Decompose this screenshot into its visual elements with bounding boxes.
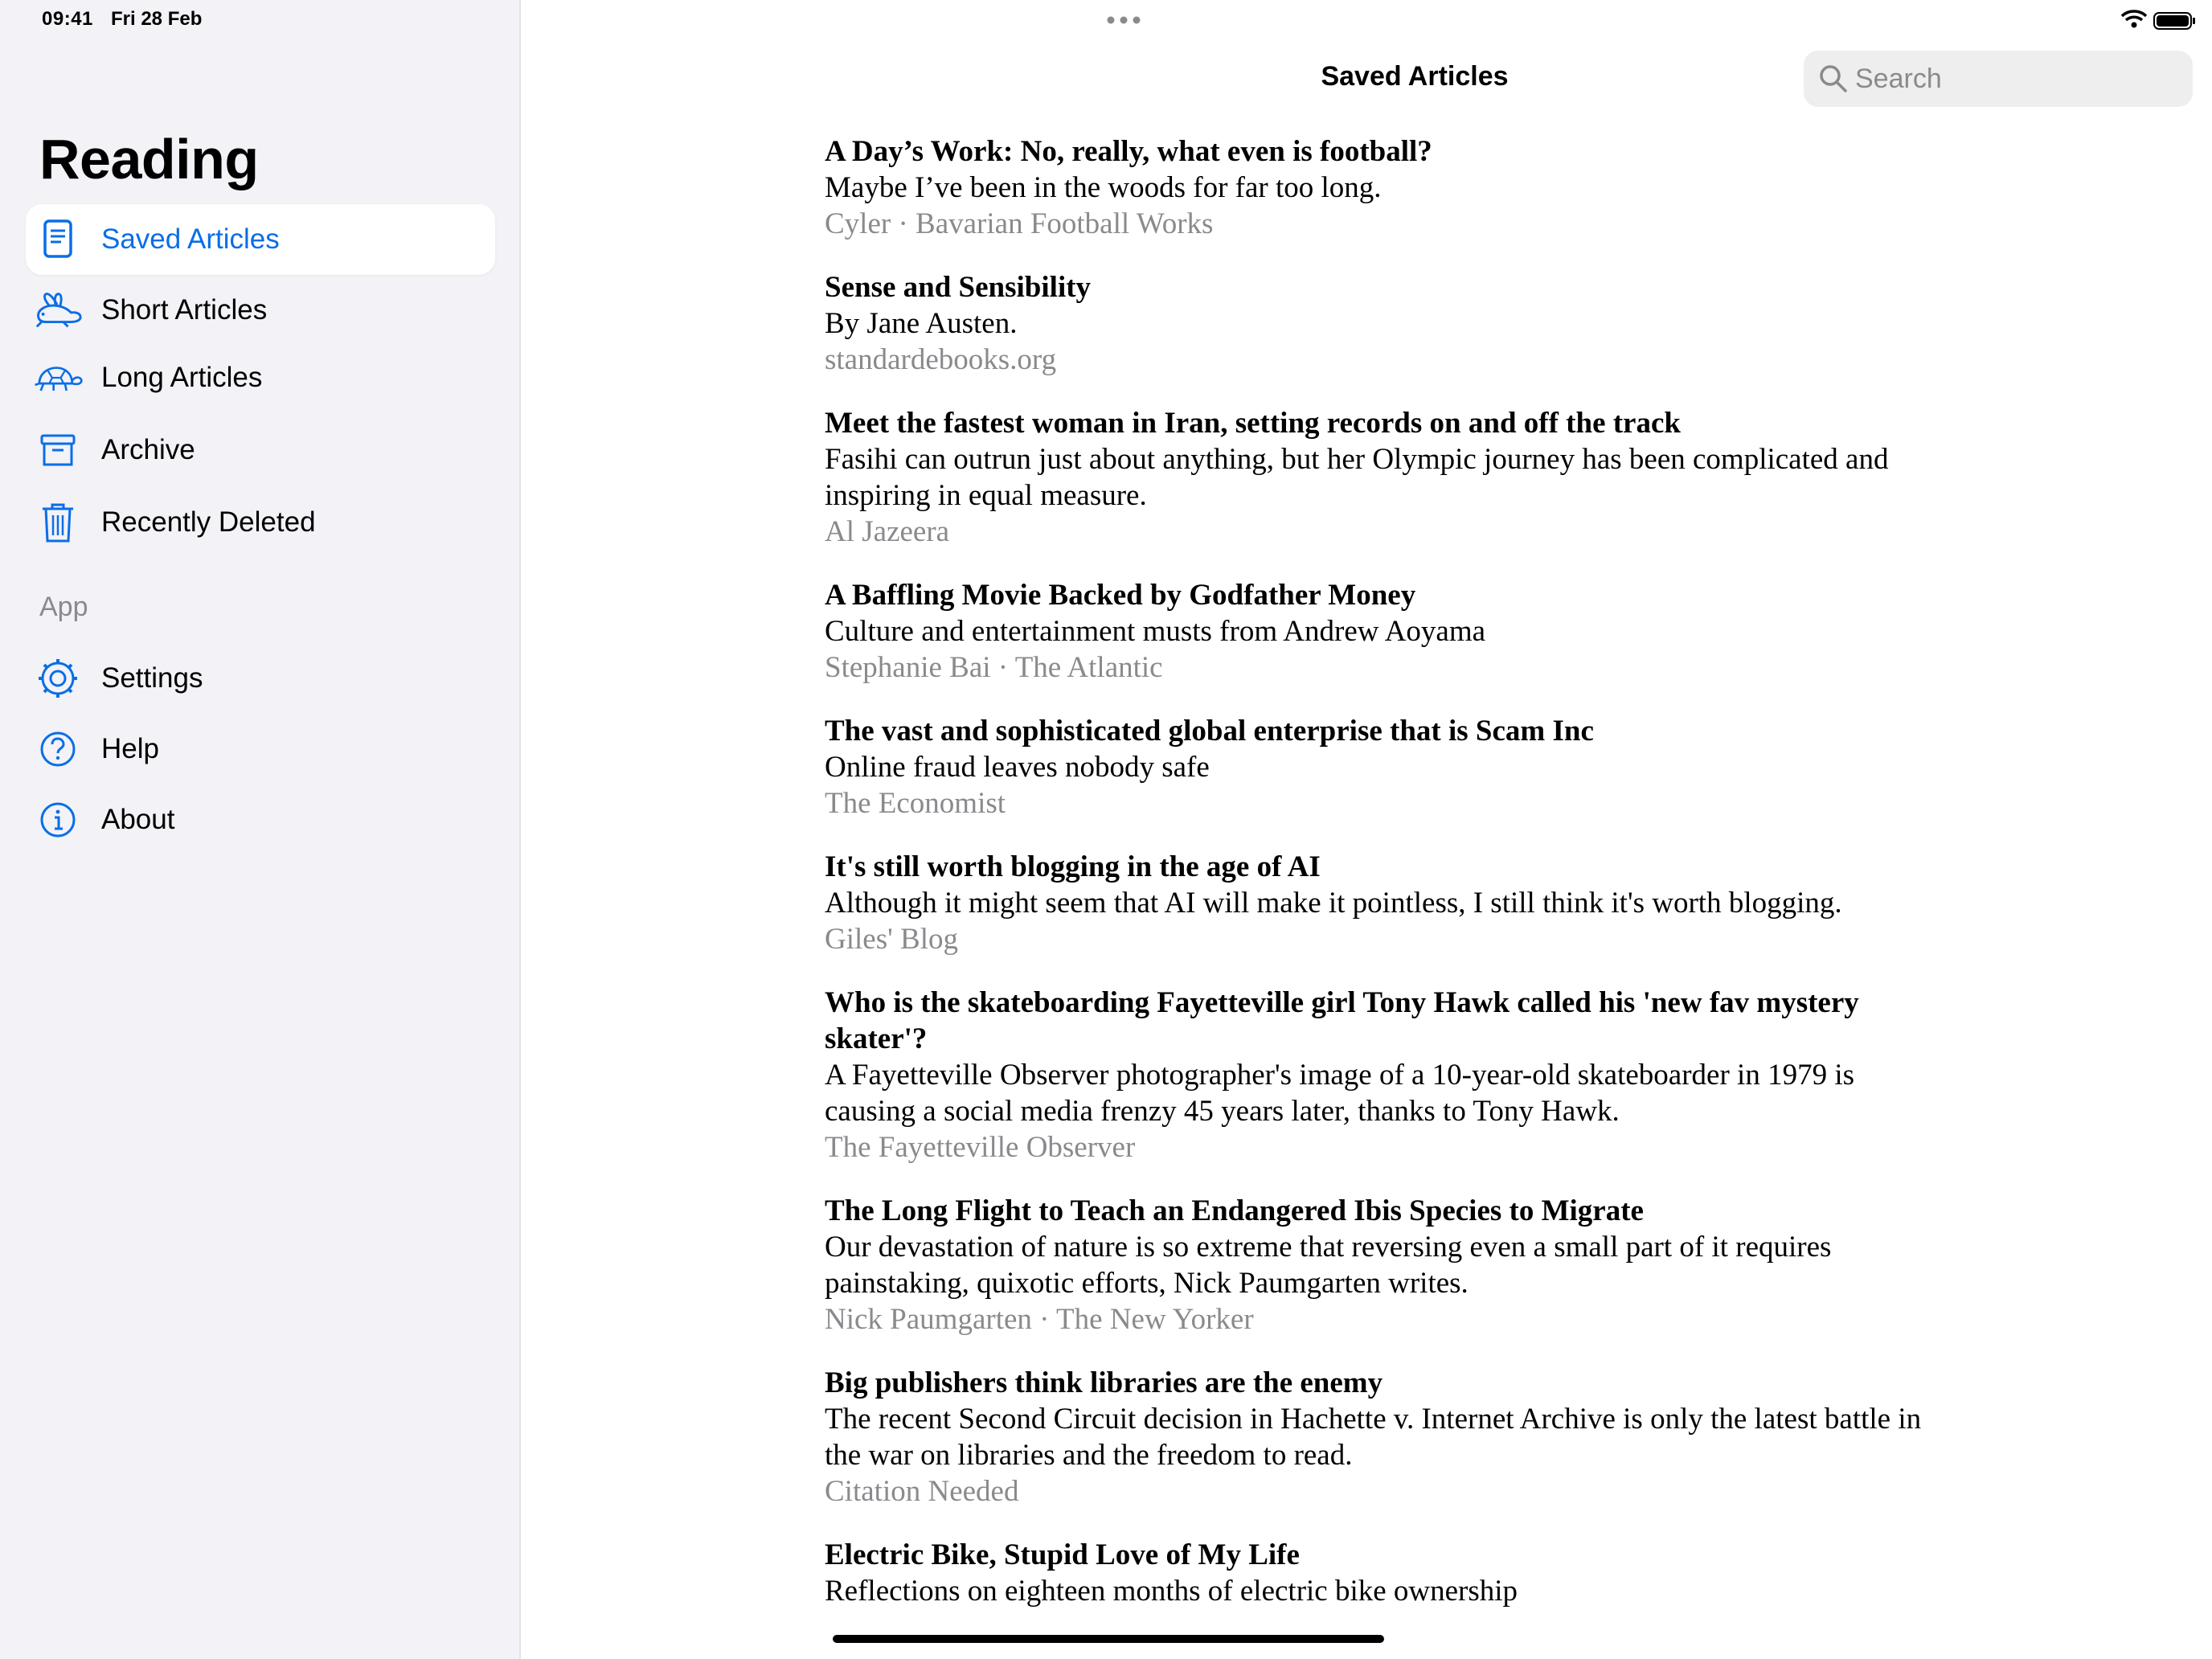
section-header-app: App xyxy=(39,592,88,622)
article-title: Sense and Sensibility xyxy=(825,271,1092,304)
sidebar-item-saved-articles[interactable] xyxy=(26,204,495,275)
article-summary: By Jane Austen. xyxy=(825,307,1018,340)
turtle-icon xyxy=(32,352,84,403)
trash-icon xyxy=(32,497,84,548)
more-dots-icon[interactable] xyxy=(1100,8,1148,32)
sidebar-item-archive[interactable] xyxy=(26,415,495,485)
article-source: standardebooks.org xyxy=(825,343,1057,376)
question-circle-icon xyxy=(32,723,84,775)
search-input[interactable] xyxy=(1855,51,2177,107)
sidebar-item-settings[interactable] xyxy=(26,643,495,714)
sidebar-item-label: About xyxy=(101,804,175,835)
article-item[interactable] xyxy=(825,1193,1934,1337)
article-source: The Fayetteville Observer xyxy=(825,1131,1136,1164)
article-item[interactable] xyxy=(825,849,1934,957)
article-title: A Baffling Movie Backed by Godfather Money xyxy=(825,579,1416,612)
status-date: Fri 28 Feb xyxy=(111,8,203,30)
sidebar-item-help[interactable] xyxy=(26,714,495,784)
article-summary: The recent Second Circuit decision in Hachette v. Internet Archive is only the latest battle in the war on libraries and the freedom to read. xyxy=(825,1403,1922,1472)
article-title: A Day’s Work: No, really, what even is football? xyxy=(825,135,1432,168)
sidebar-item-about[interactable] xyxy=(26,784,495,855)
article-item[interactable] xyxy=(825,133,1934,242)
article-source: Al Jazeera xyxy=(825,515,950,548)
sidebar-item-label: Recently Deleted xyxy=(101,506,316,538)
sidebar-title: Reading xyxy=(39,128,259,190)
sidebar-item-long-articles[interactable] xyxy=(26,342,495,413)
sidebar-item-label: Saved Articles xyxy=(101,223,280,255)
article-title: Meet the fastest woman in Iran, setting records on and off the track xyxy=(825,407,1681,440)
article-item[interactable] xyxy=(825,405,1934,550)
article-title: The Long Flight to Teach an Endangered Ibis Species to Migrate xyxy=(825,1194,1644,1227)
article-title: Big publishers think libraries are the enemy xyxy=(825,1366,1383,1399)
article-item[interactable] xyxy=(825,1537,1934,1609)
document-icon xyxy=(32,214,84,265)
status-time: 09:41 xyxy=(42,8,93,30)
rabbit-icon xyxy=(32,285,84,336)
search-icon xyxy=(1818,63,1849,94)
sidebar-item-label: Long Articles xyxy=(101,362,263,393)
article-title: The vast and sophisticated global enterprise that is Scam Inc xyxy=(825,715,1594,748)
article-title: Who is the skateboarding Fayetteville girl Tony Hawk called his 'new fav mystery skater'? xyxy=(825,986,1859,1055)
sidebar-item-label: Short Articles xyxy=(101,294,268,326)
status-indicators xyxy=(2119,8,2199,32)
article-source: Nick Paumgarten · The New Yorker xyxy=(825,1303,1254,1336)
sidebar-item-short-articles[interactable] xyxy=(26,275,495,346)
article-item[interactable] xyxy=(825,713,1934,821)
article-summary: Culture and entertainment musts from Andrew Aoyama xyxy=(825,615,1486,648)
sidebar-item-recently-deleted[interactable] xyxy=(26,487,495,558)
sidebar-item-label: Settings xyxy=(101,662,203,694)
sidebar xyxy=(0,0,521,1659)
article-list xyxy=(825,133,1934,1636)
article-summary: Although it might seem that AI will make it pointless, I still think it's worth blogging. xyxy=(825,887,1842,920)
article-item[interactable] xyxy=(825,1365,1934,1509)
article-source: Cyler · Bavarian Football Works xyxy=(825,207,1214,240)
article-title: Electric Bike, Stupid Love of My Life xyxy=(825,1538,1300,1571)
article-summary: Maybe I’ve been in the woods for far too long. xyxy=(825,171,1382,204)
main-content xyxy=(521,0,2212,1659)
sidebar-item-label: Archive xyxy=(101,434,195,465)
article-summary: Our devastation of nature is so extreme that reversing even a small part of it requires painstaking, quixotic efforts, Nick Paumgarten writes. xyxy=(825,1231,1832,1300)
article-source: Stephanie Bai · The Atlantic xyxy=(825,651,1163,684)
gear-icon xyxy=(32,653,84,704)
article-source: Giles' Blog xyxy=(825,923,958,956)
home-indicator[interactable] xyxy=(833,1635,1384,1643)
archive-box-icon xyxy=(32,424,84,476)
search-field[interactable] xyxy=(1804,51,2193,107)
battery-icon xyxy=(2154,13,2195,29)
article-summary: Online fraud leaves nobody safe xyxy=(825,751,1210,784)
article-summary: Fasihi can outrun just about anything, but her Olympic journey has been complicated and inspiring in equal measure. xyxy=(825,443,1889,512)
article-title: It's still worth blogging in the age of AI xyxy=(825,850,1321,883)
sidebar-item-label: Help xyxy=(101,733,159,764)
wifi-icon xyxy=(2122,11,2146,28)
article-item[interactable] xyxy=(825,577,1934,686)
article-source: Citation Needed xyxy=(825,1475,1019,1508)
info-circle-icon xyxy=(32,794,84,846)
article-summary: A Fayetteville Observer photographer's image of a 10-year-old skateboarder in 1979 is causing a social media frenzy 45 years later, thanks to Tony Hawk. xyxy=(825,1059,1854,1128)
article-source: The Economist xyxy=(825,787,1006,820)
page-title: Saved Articles xyxy=(1321,61,1509,92)
article-summary: Reflections on eighteen months of electric bike ownership xyxy=(825,1575,1518,1608)
article-item[interactable] xyxy=(825,985,1934,1165)
article-item[interactable] xyxy=(825,269,1934,378)
